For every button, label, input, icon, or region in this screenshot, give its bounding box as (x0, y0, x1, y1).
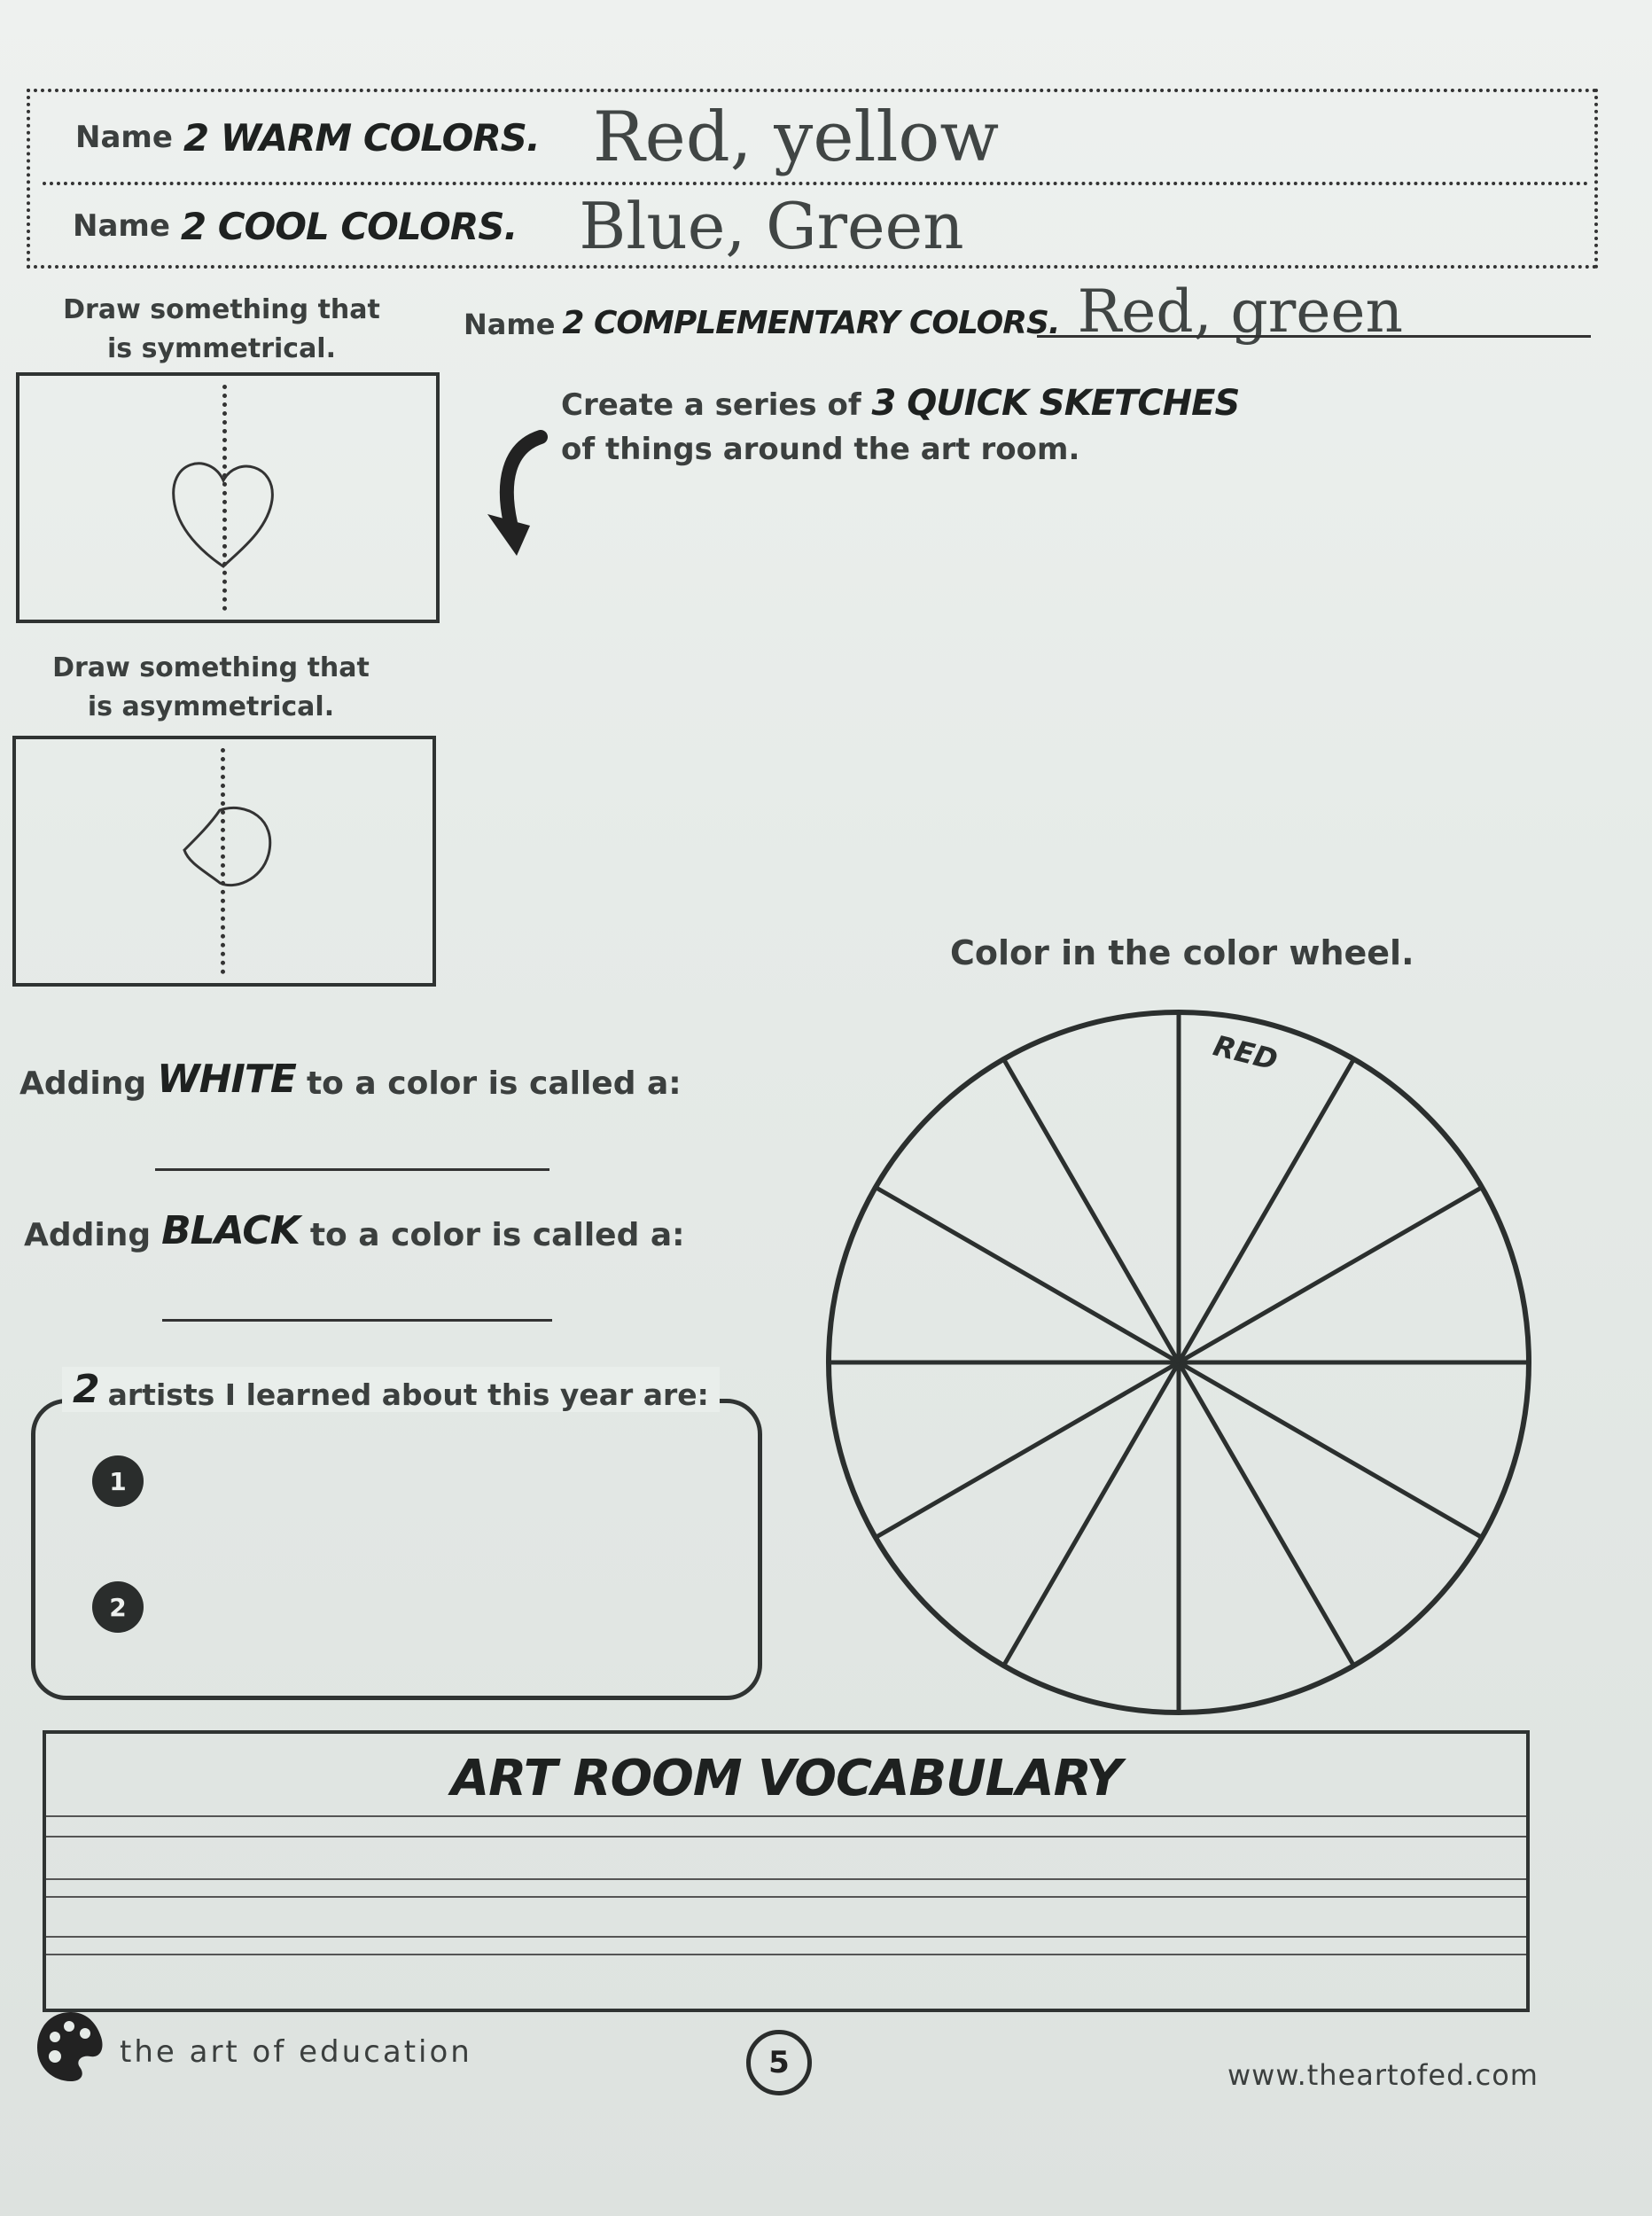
asymmetrical-instruction (25, 649, 397, 727)
palette-logo-icon (35, 2010, 105, 2083)
cool-colors-row (73, 191, 964, 261)
asymmetrical-line2: is asymmetrical. (87, 691, 335, 722)
symmetrical-drawing-box[interactable] (16, 372, 440, 623)
color-wheel-title: Color in the color wheel. (950, 933, 1414, 972)
cool-prefix: Name (73, 208, 170, 244)
complementary-prompt: 2 COMPLEMENTARY COLORS. (562, 305, 1060, 341)
color-wheel-red-label: RED (1210, 1028, 1282, 1077)
complementary-answer[interactable]: Red, green (1077, 277, 1403, 346)
symmetrical-line1: Draw something that (63, 294, 380, 325)
artist-2-badge: 2 (92, 1581, 144, 1633)
page-number: 5 (746, 2030, 812, 2095)
artists-title-text: artists I learned about this year are: (107, 1377, 709, 1412)
cool-answer[interactable]: Blue, Green (579, 189, 964, 263)
vocab-line-2 (46, 1836, 1526, 1838)
heart-drawing (161, 447, 285, 571)
footer-brand: the art of education (120, 2034, 472, 2070)
sketches-line1-em: 3 QUICK SKETCHES (871, 383, 1240, 424)
white-question (19, 1057, 682, 1102)
symmetrical-line2: is symmetrical. (107, 333, 336, 364)
sketches-line1 (561, 381, 1239, 427)
sketches-instruction (561, 381, 1239, 472)
sketches-line1-pre: Create a series of (561, 387, 861, 423)
curved-arrow-icon (486, 430, 548, 558)
warm-answer[interactable]: Red, yellow (592, 98, 1000, 177)
vocab-line-1 (46, 1815, 1526, 1817)
warm-cool-divider (43, 182, 1589, 185)
artists-title-num: 2 (73, 1367, 99, 1412)
warm-prompt: 2 WARM COLORS. (183, 115, 540, 160)
asymmetrical-line1: Draw something that (52, 652, 370, 683)
vocabulary-title: ART ROOM VOCABULARY (450, 1750, 1122, 1807)
vocab-line-6 (46, 1954, 1526, 1955)
warm-colors-row (75, 98, 1000, 177)
black-answer-line[interactable] (162, 1319, 552, 1322)
sketches-line2: of things around the art room. (561, 432, 1080, 467)
color-wheel[interactable] (822, 1006, 1536, 1720)
complementary-row (464, 277, 1594, 346)
symmetrical-instruction (35, 291, 408, 369)
black-question-pre: Adding (24, 1217, 152, 1253)
cool-prompt: 2 COOL COLORS. (180, 204, 518, 248)
white-question-em: WHITE (157, 1057, 296, 1102)
asymmetrical-drawing-box[interactable] (12, 736, 436, 987)
color-wheel-dividers (829, 1012, 1529, 1713)
footer-url[interactable]: www.theartofed.com (1227, 2058, 1539, 2092)
white-question-post: to a color is called a: (306, 1065, 682, 1102)
vocab-line-3 (46, 1878, 1526, 1880)
black-question (24, 1208, 685, 1253)
vocab-line-5 (46, 1936, 1526, 1938)
artists-box (31, 1399, 762, 1700)
white-answer-line[interactable] (155, 1168, 549, 1171)
vocabulary-box[interactable] (43, 1730, 1530, 2012)
complementary-prefix: Name (464, 308, 556, 341)
artist-1-badge: 1 (92, 1455, 144, 1507)
artists-title (62, 1367, 720, 1412)
complementary-answer-line (1037, 335, 1591, 338)
white-question-pre: Adding (19, 1065, 147, 1102)
black-question-post: to a color is called a: (309, 1217, 685, 1253)
warm-prefix: Name (75, 120, 173, 155)
vocab-line-4 (46, 1896, 1526, 1898)
black-question-em: BLACK (161, 1208, 300, 1253)
asymmetric-shape-drawing (180, 801, 286, 899)
